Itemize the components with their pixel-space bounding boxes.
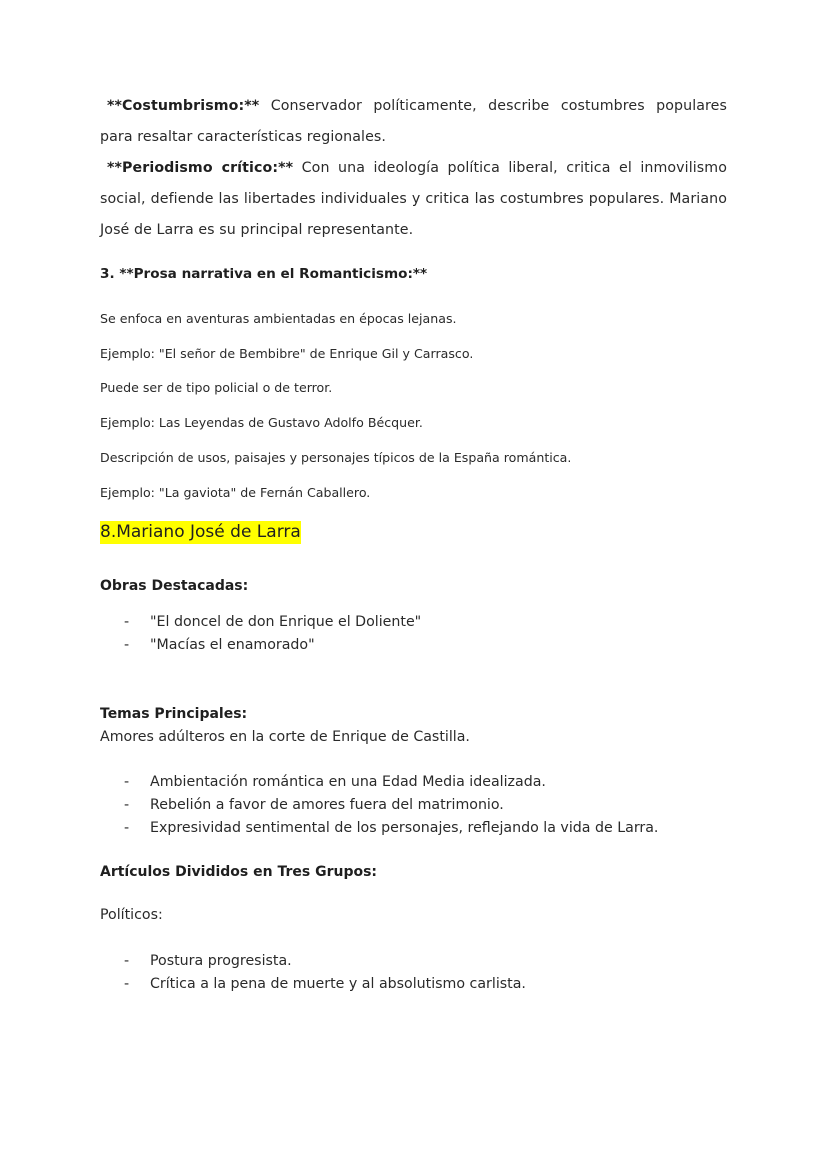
periodismo-term: **Periodismo crítico:** xyxy=(107,160,294,176)
obras-list xyxy=(100,611,421,657)
prosa-line: Ejemplo: "La gaviota" de Fernán Caballero. xyxy=(100,485,371,500)
prosa-line: Ejemplo: Las Leyendas de Gustavo Adolfo Bécquer. xyxy=(100,415,423,430)
articulos-label: Artículos Divididos en Tres Grupos: xyxy=(100,864,378,880)
dash-bullet-icon: - xyxy=(124,614,130,630)
periodismo-paragraph xyxy=(100,153,727,246)
costumbrismo-term: **Costumbrismo:** xyxy=(107,98,260,114)
politicos-list xyxy=(100,950,526,996)
list-item: - Postura progresista. xyxy=(100,950,526,973)
dash-bullet-icon: - xyxy=(124,953,130,969)
prosa-line: Ejemplo: "El señor de Bembibre" de Enrique Gil y Carrasco. xyxy=(100,346,474,361)
temas-intro: Amores adúlteros en la corte de Enrique de Castilla. xyxy=(100,729,470,745)
dash-bullet-icon: - xyxy=(124,820,130,836)
list-item: - Ambientación romántica en una Edad Media idealizada. xyxy=(100,771,658,794)
section-heading-larra: 8.Mariano José de Larra xyxy=(100,522,301,542)
prosa-line: Descripción de usos, paisajes y personajes típicos de la España romántica. xyxy=(100,450,572,465)
list-item: - "Macías el enamorado" xyxy=(100,634,421,657)
prosa-line: Puede ser de tipo policial o de terror. xyxy=(100,380,333,395)
obras-label: Obras Destacadas: xyxy=(100,578,249,594)
dash-bullet-icon: - xyxy=(124,637,130,653)
list-item: - Expresividad sentimental de los personajes, reflejando la vida de Larra. xyxy=(100,817,658,840)
list-item: - "El doncel de don Enrique el Doliente" xyxy=(100,611,421,634)
list-item: - Crítica a la pena de muerte y al absolutismo carlista. xyxy=(100,973,526,996)
dash-bullet-icon: - xyxy=(124,797,130,813)
costumbrismo-text: Conservador políticamente, describe costumbres populares para resaltar características regionales. xyxy=(100,98,727,145)
dash-bullet-icon: - xyxy=(124,976,130,992)
prosa-heading: 3. **Prosa narrativa en el Romanticismo:** xyxy=(100,266,428,282)
politicos-label: Políticos: xyxy=(100,907,163,923)
dash-bullet-icon: - xyxy=(124,774,130,790)
periodismo-text: Con una ideología política liberal, critica el inmovilismo social, defiende las libertades individuales y critica las costumbres populares. Mariano José de Larra es su principal representante. xyxy=(100,160,727,238)
temas-label: Temas Principales: xyxy=(100,706,248,722)
temas-list xyxy=(100,771,658,840)
costumbrismo-paragraph xyxy=(100,91,727,153)
list-item: - Rebelión a favor de amores fuera del matrimonio. xyxy=(100,794,658,817)
prosa-line: Se enfoca en aventuras ambientadas en épocas lejanas. xyxy=(100,311,457,326)
